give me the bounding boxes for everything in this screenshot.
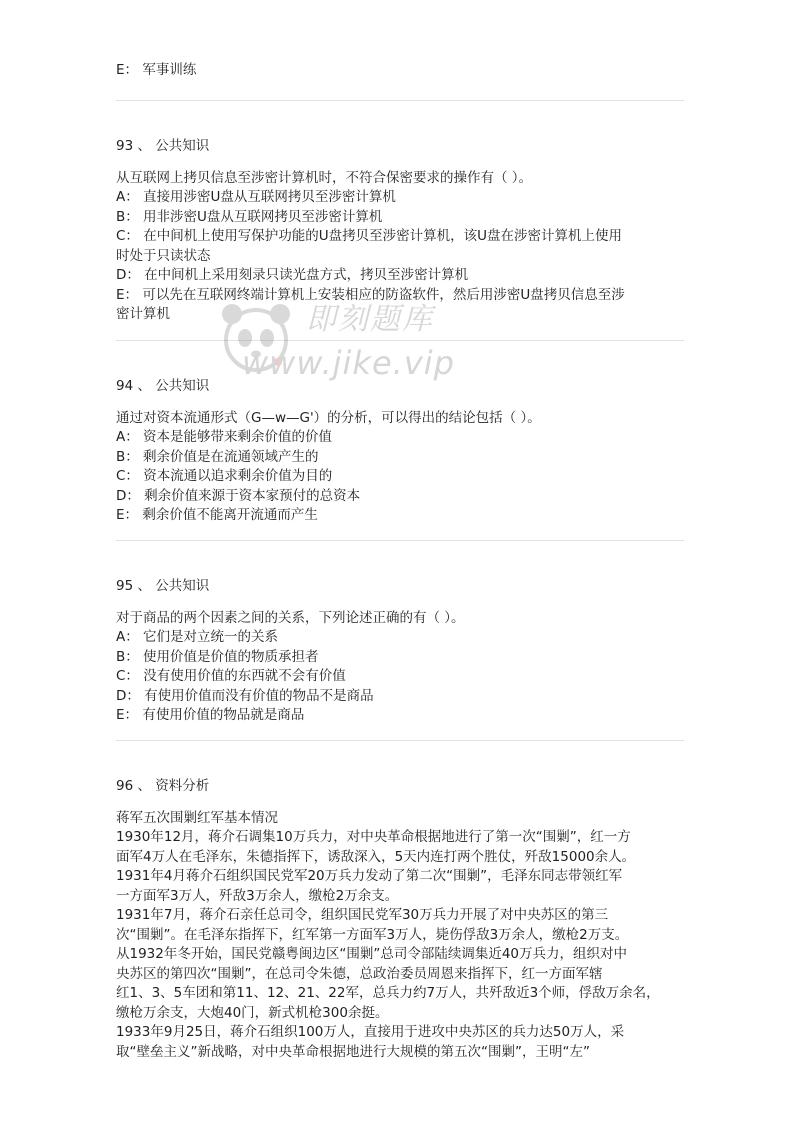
option-e-cont: 密计算机 xyxy=(116,306,170,322)
question-header: 95 、 公共知识 xyxy=(116,578,210,594)
question-93 xyxy=(116,137,684,325)
divider xyxy=(116,740,684,741)
option-e: E： 剩余价值不能离开流通而产生 xyxy=(116,507,318,523)
divider xyxy=(116,340,684,341)
prev-question-tail xyxy=(116,61,684,81)
material-line: 缴枪万余支，大炮40门，新式机枪300余挺。 xyxy=(116,1004,389,1021)
option-c: C： 在中间机上使用写保护功能的U盘拷贝至涉密计算机，该U盘在涉密计算机上使用 xyxy=(116,228,622,244)
option-e: E： 军事训练 xyxy=(116,62,197,78)
option-e: E： 可以先在互联网终端计算机上安装相应的防盗软件，然后用涉密U盘拷贝信息至涉 xyxy=(116,286,625,303)
material-line: 1930年12月，蒋介石调集10万兵力，对中央革命根据地进行了第一次“围剿”，红一方 xyxy=(116,829,631,845)
material-line: 一方面军3万人，歼敌3万余人，缴枪2万余支。 xyxy=(116,887,399,904)
option-e: E： 有使用价值的物品就是商品 xyxy=(116,707,305,723)
material-line: 红1、3、5车团和第11、12、21、22军，总兵力约7万人，共歼敌近3个师，俘敌万余名， xyxy=(116,985,660,1001)
option-b: B： 用非涉密U盘从互联网拷贝至涉密计算机 xyxy=(116,208,383,225)
watermark-url: www.jike.vip xyxy=(242,344,455,382)
question-95 xyxy=(116,577,684,726)
watermark-brand: 即刻题库 xyxy=(306,302,434,337)
option-d: D： 剩余价值来源于资本家预付的总资本 xyxy=(116,487,361,504)
question-header: 94 、 公共知识 xyxy=(116,378,210,394)
material-line: 1933年9月25日，蒋介石组织100万人，直接用于进攻中央苏区的兵力达50万人，采 xyxy=(116,1024,625,1040)
material-line: 1931年7月，蒋介石亲任总司令，组织国民党军30万兵力开展了对中央苏区的第三 xyxy=(116,907,609,923)
question-stem: 从互联网上拷贝信息至涉密计算机时，不符合保密要求的操作有（ ）。 xyxy=(116,169,533,186)
material-line: 次“围剿”。在毛泽东指挥下，红军第一方面军3万人，毙伤俘敌3万余人，缴枪2万支。 xyxy=(116,926,629,943)
question-stem: 通过对资本流通形式（G—w—G'）的分析，可以得出的结论包括（ ）。 xyxy=(116,409,541,426)
option-a: A： 资本是能够带来剩余价值的价值 xyxy=(116,429,333,445)
option-a: A： 它们是对立统一的关系 xyxy=(116,629,279,645)
question-94 xyxy=(116,377,684,526)
question-96 xyxy=(116,777,684,1062)
divider xyxy=(116,100,684,101)
question-header: 93 、 公共知识 xyxy=(116,138,210,154)
option-a: A： 直接用涉密U盘从互联网拷贝至涉密计算机 xyxy=(116,189,396,205)
option-c: C： 没有使用价值的东西就不会有价值 xyxy=(116,668,346,684)
material-line: 1931年4月蒋介石组织国民党军20万兵力发动了第二次“围剿”，毛泽东同志带领红军 xyxy=(116,868,623,884)
question-stem: 对于商品的两个因素之间的关系，下列论述正确的有（ ）。 xyxy=(116,609,465,626)
option-b: B： 剩余价值是在流通领域产生的 xyxy=(116,448,319,465)
material-title: 蒋军五次围剿红军基本情况 xyxy=(116,809,278,826)
material-line: 取“壁垒主义”新战略，对中央革命根据地进行大规模的第五次“围剿”，王明“左” xyxy=(116,1043,590,1060)
option-b: B： 使用价值是价值的物质承担者 xyxy=(116,648,319,665)
divider xyxy=(116,540,684,541)
question-header: 96 、 资料分析 xyxy=(116,778,210,794)
material-line: 面军4万人在毛泽东，朱德指挥下，诱敌深入，5天内连打两个胜仗，歼敌15000余人。 xyxy=(116,848,636,865)
material-line: 央苏区的第四次“围剿”，在总司令朱德，总政治委员周恩来指挥下，红一方面军辖 xyxy=(116,965,603,982)
option-c-cont: 时处于只读状态 xyxy=(116,247,211,264)
option-c: C： 资本流通以追求剩余价值为目的 xyxy=(116,468,333,484)
option-d: D： 有使用价值而没有价值的物品不是商品 xyxy=(116,687,374,704)
material-line: 从1932年冬开始，国民党赣粤闽边区“围剿”总司令部陆续调集近40万兵力，组织对中 xyxy=(116,946,628,962)
option-d: D： 在中间机上采用刻录只读光盘方式，拷贝至涉密计算机 xyxy=(116,267,469,283)
